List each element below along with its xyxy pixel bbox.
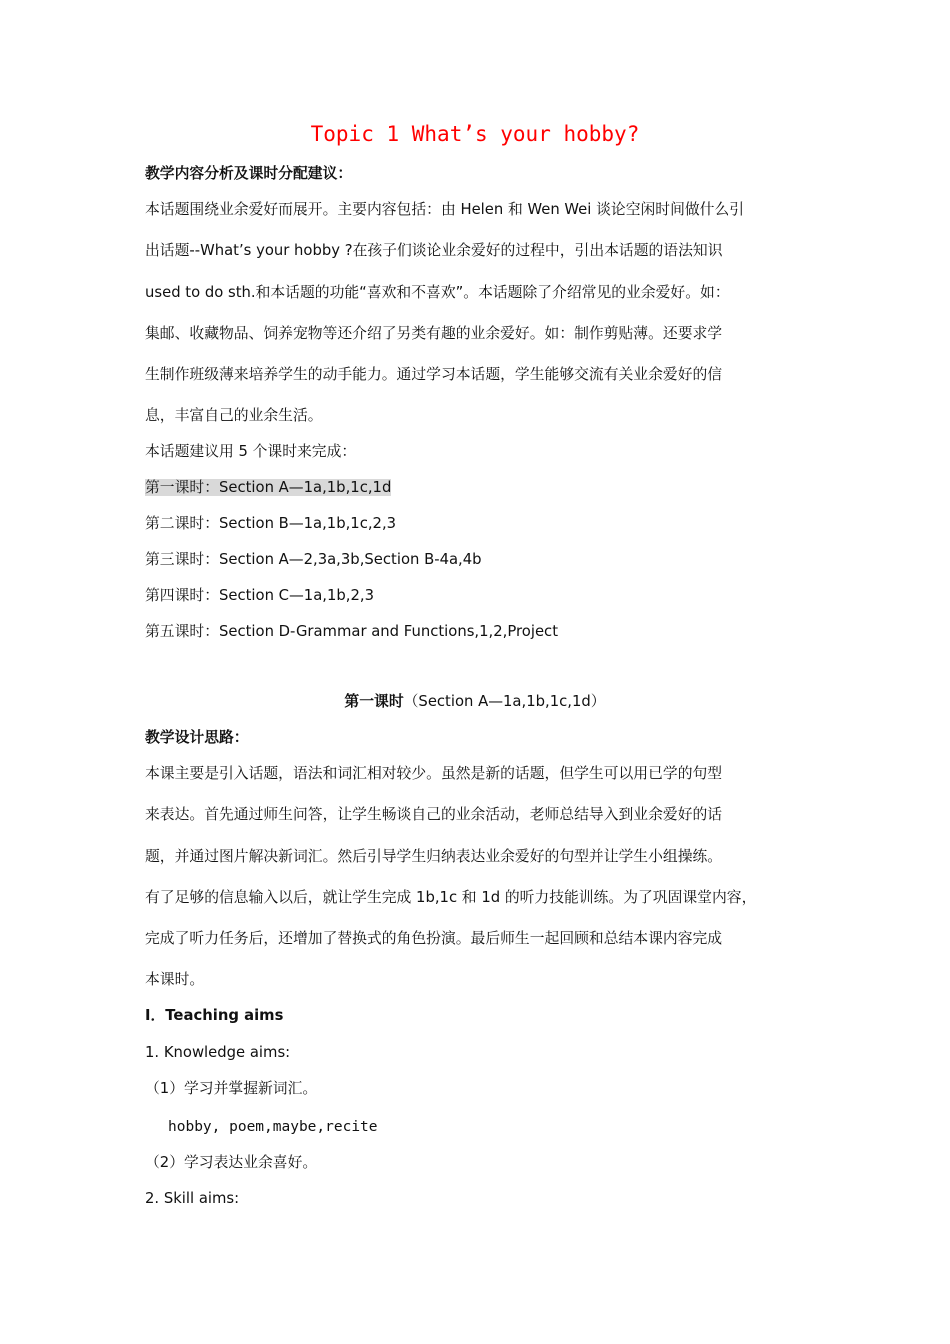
section-heading: 教学内容分析及课时分配建议： (145, 165, 353, 182)
page-title: Topic 1 What’s your hobby? (310, 122, 640, 146)
design-heading: 教学设计思路： (145, 729, 249, 746)
paragraph-line: 有了足够的信息输入以后，就让学生完成 1b,1c 和 1d 的听力技能训练。为了巩固课堂内容， (145, 889, 757, 906)
paragraph-line: 本话题围绕业余爱好而展开。主要内容包括：由 Helen 和 Wen Wei 谈论空闲时间做什么引 (145, 201, 745, 218)
paragraph-line: 本课主要是引入话题，语法和词汇相对较少。虽然是新的话题，但学生可以用已学的句型 (145, 765, 723, 782)
paragraph-line: 出话题--What’s your hobby ?在孩子们谈论业余爱好的过程中，引出本话题的语法知识 (145, 242, 723, 259)
teaching-aims-heading: Ⅰ．Teaching aims (145, 1007, 284, 1024)
paragraph-line: 来表达。首先通过师生问答，让学生畅谈自己的业余活动，老师总结导入到业余爱好的话 (145, 806, 723, 823)
paragraph-line: 题，并通过图片解决新词汇。然后引导学生归纳表达业余爱好的句型并让学生小组操练。 (145, 848, 723, 865)
lesson-title-detail: （Section A—1a,1b,1c,1d） (403, 693, 606, 710)
lesson-title (0, 692, 950, 712)
paragraph-line: 本课时。 (145, 971, 205, 988)
lesson-schedule-item: 第四课时：Section C—1a,1b,2,3 (145, 587, 375, 604)
knowledge-aim-item: （1）学习并掌握新词汇。 (145, 1080, 318, 1097)
vocabulary-list: hobby, poem,maybe,recite (168, 1119, 378, 1135)
skill-aims-label: 2. Skill aims: (145, 1190, 240, 1207)
knowledge-aims-label: 1. Knowledge aims: (145, 1044, 291, 1061)
lesson-schedule-item: 第五课时：Section D-Grammar and Functions,1,2,Project (145, 623, 558, 640)
lesson-schedule-item: 第二课时：Section B—1a,1b,1c,2,3 (145, 515, 397, 532)
lesson-schedule-item (145, 478, 391, 498)
highlighted-text: 第一课时：Section A—1a,1b,1c,1d (145, 479, 392, 496)
paragraph-line: 完成了听力任务后，还增加了替换式的角色扮演。最后师生一起回顾和总结本课内容完成 (145, 930, 723, 947)
lesson-title-label: 第一课时 (344, 693, 404, 710)
paragraph-line: 集邮、收藏物品、饲养宠物等还介绍了另类有趣的业余爱好。如：制作剪贴薄。还要求学 (145, 325, 723, 342)
lesson-count-note: 本话题建议用 5 个课时来完成： (145, 443, 357, 460)
paragraph-line: 生制作班级薄来培养学生的动手能力。通过学习本话题，学生能够交流有关业余爱好的信 (145, 366, 723, 383)
knowledge-aim-item: （2）学习表达业余喜好。 (145, 1154, 318, 1171)
paragraph-line: 息，丰富自己的业余生活。 (145, 407, 323, 424)
paragraph-line: used to do sth.和本话题的功能“喜欢和不喜欢”。本话题除了介绍常见的业余爱好。如： (145, 284, 730, 301)
lesson-schedule-item: 第三课时：Section A—2,3a,3b,Section B-4a,4b (145, 551, 482, 568)
